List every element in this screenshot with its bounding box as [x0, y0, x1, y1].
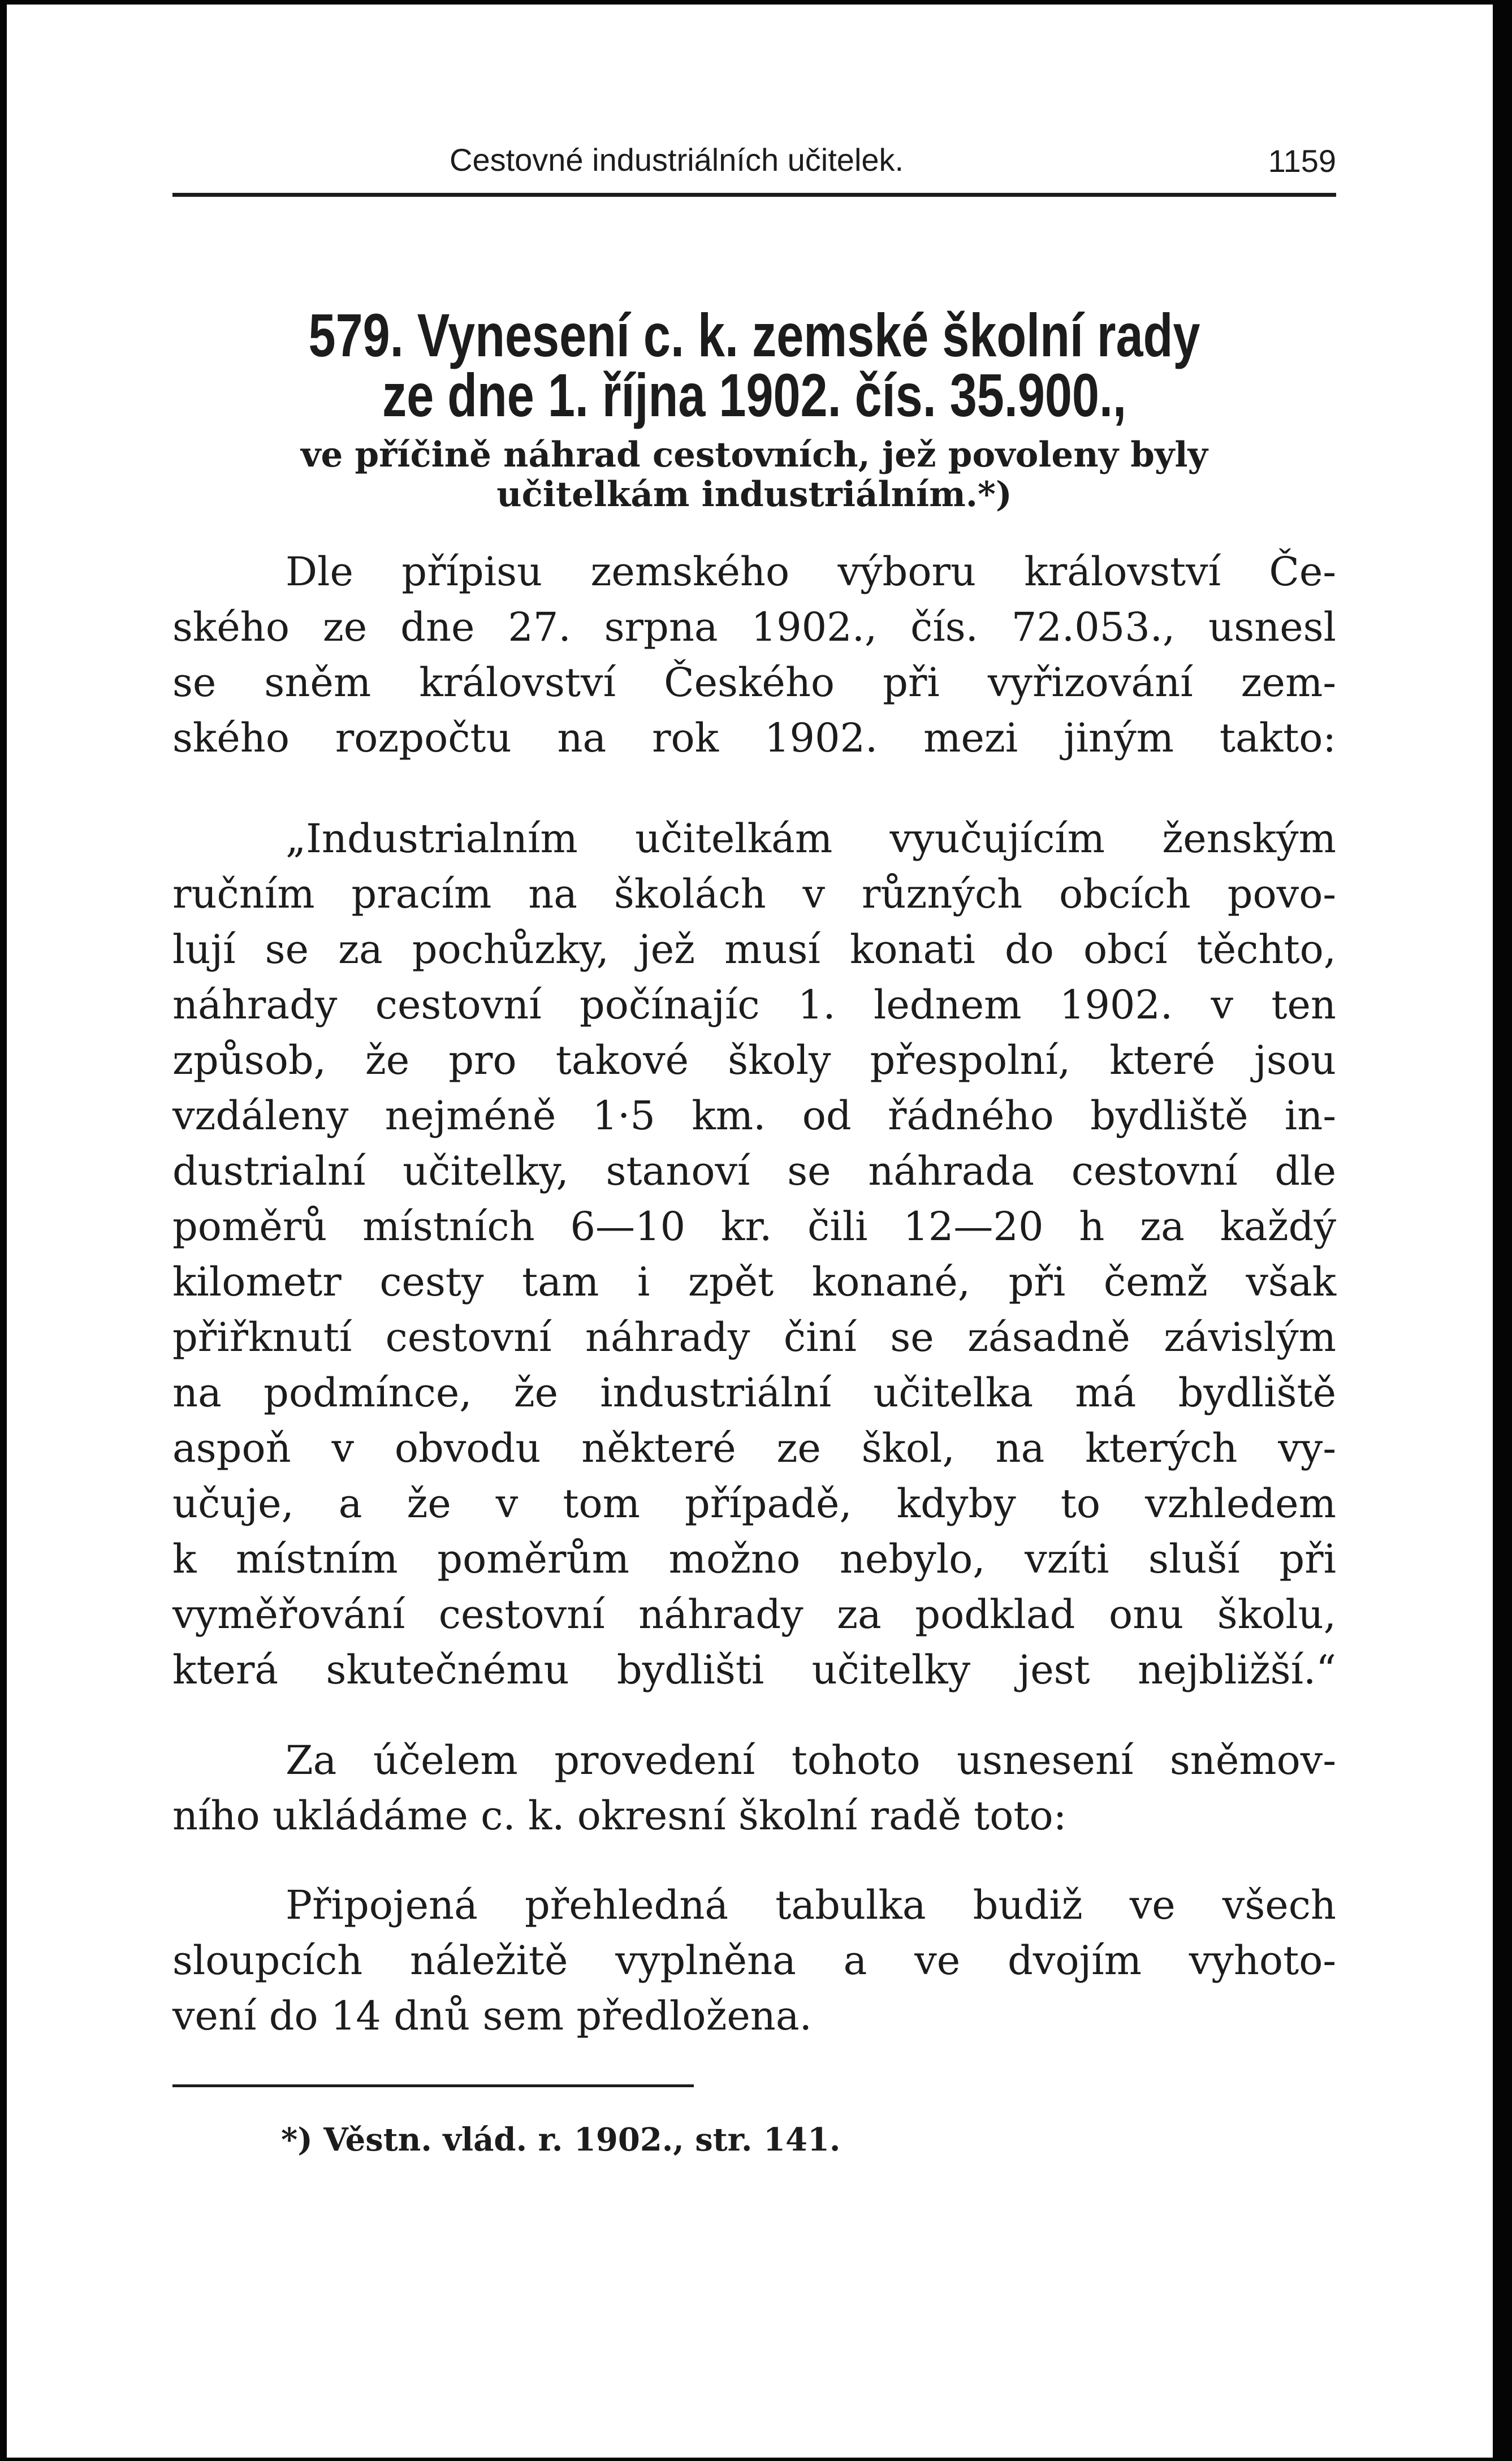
text-line: vzdáleny nejméně 1·5 km. od řádného bydliště in-	[172, 1093, 1336, 1139]
footnote-rule	[172, 2084, 694, 2087]
header-rule	[172, 193, 1336, 197]
text-line: vyměřování cestovní náhrady za podklad onu školu,	[172, 1591, 1336, 1638]
text-line: aspoň v obvodu některé ze škol, na kterých vy-	[172, 1425, 1336, 1471]
text-line: Za účelem provedení tohoto usnesení sněmov-	[286, 1737, 1336, 1784]
paragraph-order	[172, 1877, 1336, 2044]
text-line: Dle přípisu zemského výboru království Če-	[286, 549, 1336, 595]
text-line: dustrialní učitelky, stanoví se náhrada cestovní dle	[172, 1148, 1336, 1194]
paragraph-instruction	[172, 1733, 1336, 1843]
text-line: učuje, a že v tom případě, kdyby to vzhledem	[172, 1480, 1336, 1527]
document-title	[289, 301, 1220, 429]
page	[7, 5, 1493, 2458]
text-line: k místním poměrům možno nebylo, vzíti sluší při	[172, 1536, 1336, 1582]
footnote: *) Věstn. vlád. r. 1902., str. 141.	[281, 2121, 841, 2158]
running-title: Cestovné industriálních učitelek.	[450, 142, 904, 178]
text-line: která skutečnému bydlišti učitelky jest nejbližší.“	[172, 1647, 1336, 1693]
subtitle-line: ve příčině náhrad cestovních, jež povoleny byly	[301, 435, 1208, 475]
title-line: 579. Vynesení c. k. zemské školní rady	[308, 301, 1200, 369]
text-line: lují se za pochůzky, jež musí konati do obcí těchto,	[172, 926, 1336, 973]
subtitle-line: učitelkám industriálním.*)	[496, 474, 1012, 515]
text-line: se sněm království Českého při vyřizování zem-	[172, 659, 1336, 706]
text-line: ručním pracím na školách v různých obcích povo-	[172, 871, 1336, 917]
document-subtitle	[172, 435, 1336, 515]
text-line: ského rozpočtu na rok 1902. mezi jiným takto:	[172, 715, 1336, 761]
running-header	[172, 137, 1336, 183]
text-line: náhrady cestovní počínajíc 1. lednem 1902. v ten	[172, 982, 1336, 1028]
text-line: ského ze dne 27. srpna 1902., čís. 72.053., usnesl	[172, 604, 1336, 650]
text-line: kilometr cesty tam i zpět konané, při čemž však	[172, 1259, 1336, 1305]
page-number: 1159	[1268, 143, 1336, 179]
text-line: přiřknutí cestovní náhrady činí se zásadně závislým	[172, 1314, 1336, 1361]
paragraph-quotation	[172, 811, 1336, 1698]
text-line: „Industrialním učitelkám vyučujícím ženským	[286, 815, 1336, 862]
text-line: poměrů místních 6—10 kr. čili 12—20 h za každý	[172, 1203, 1336, 1250]
title-line: ze dne 1. října 1902. čís. 35.900.,	[382, 361, 1126, 429]
text-line: na podmínce, že industriální učitelka má bydliště	[172, 1370, 1336, 1416]
text-line: vení do 14 dnů sem předložena.	[172, 1993, 812, 2039]
text-line: Připojená přehledná tabulka budiž ve všech	[286, 1882, 1336, 1928]
paragraph-intro	[172, 544, 1336, 766]
document-body	[172, 137, 1336, 2161]
text-line: sloupcích náležitě vyplněna a ve dvojím vyhoto-	[172, 1937, 1336, 1984]
text-line: způsob, že pro takové školy přespolní, které jsou	[172, 1037, 1336, 1083]
text-line: ního ukládáme c. k. okresní školní radě toto:	[172, 1793, 1067, 1839]
